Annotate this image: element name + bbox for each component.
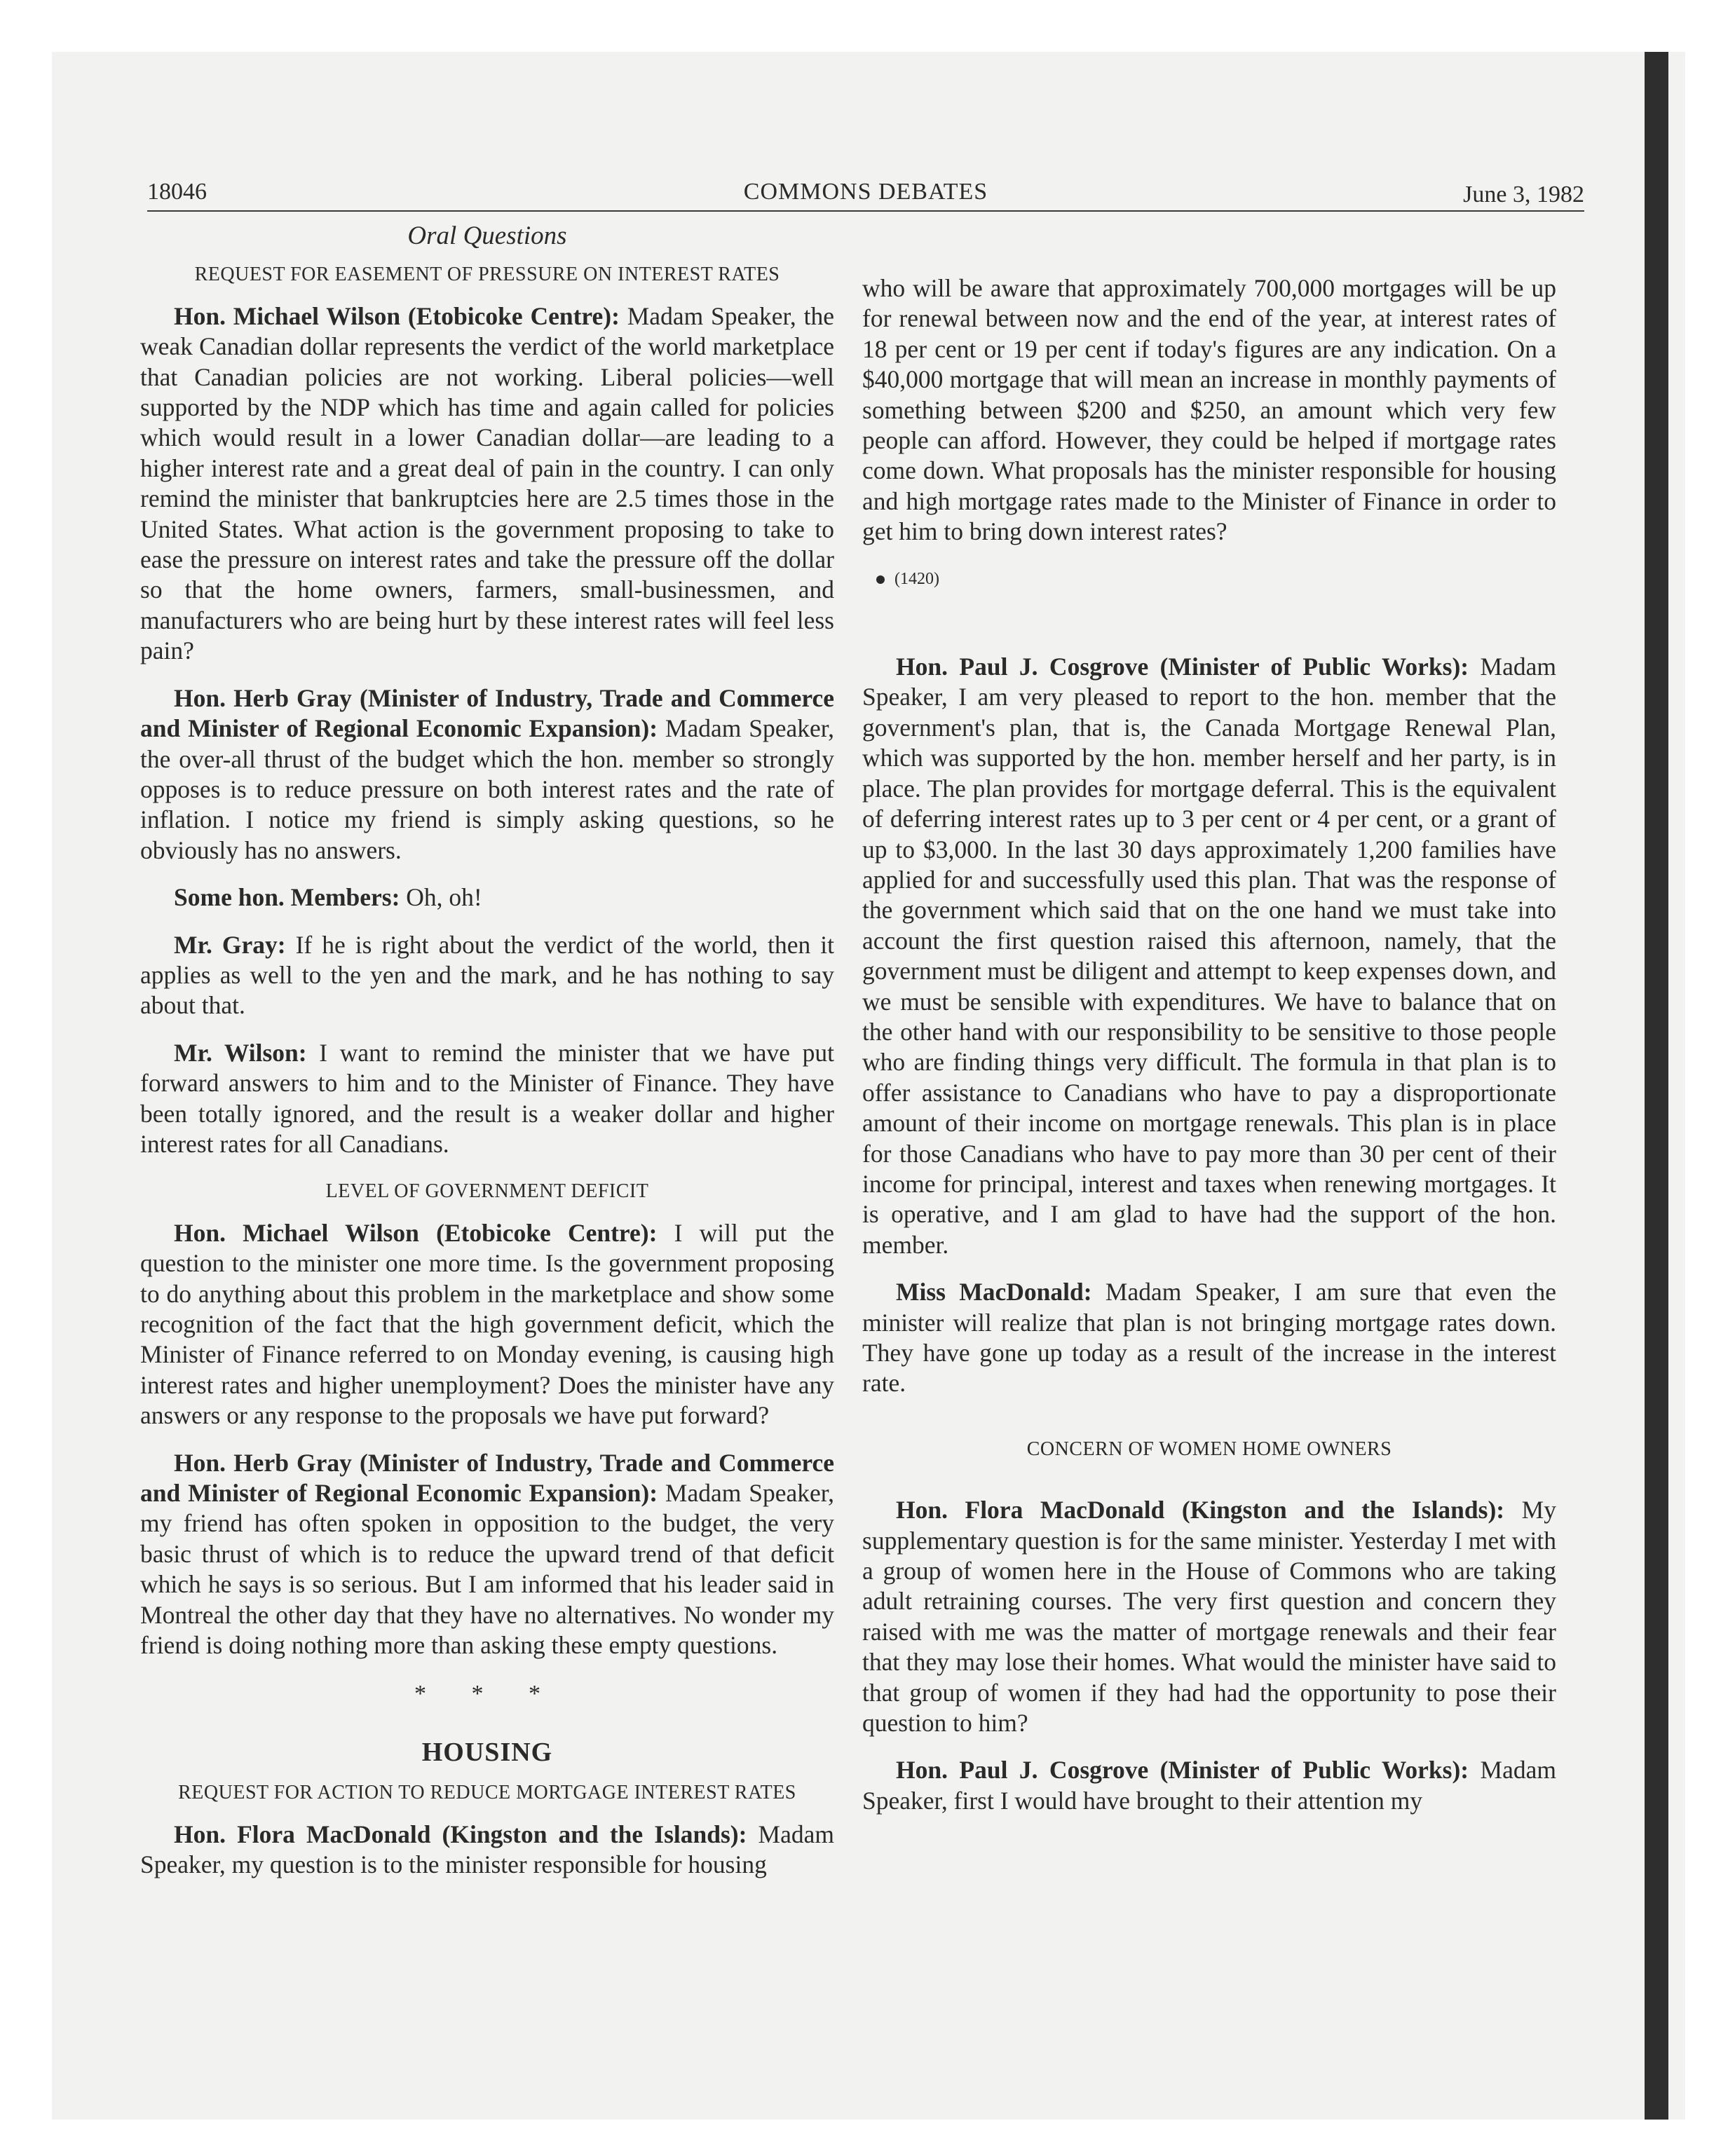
speech-text: Madam Speaker, the over-all thrust of the budget which the hon. member so strongly opposes is to reduce pressure on both interest rates and the rate of inflation. I notice my friend is simply asking questions, so he obviously has no answers. xyxy=(140,714,834,864)
speech-text: who will be aware that approximately 700,000 mortgages will be up for renewal between now and the end of the year, at interest rates of 18 per cent or 19 per cent if today's figures are any indication. On a $40,000 mortgage that will mean an increase in monthly payments of something between $200 and $250, an amount which very few people can afford. However, they could be helped if mortgage rates come down. What proposals has the minister responsible for housing and high mortgage rates made to the Minister of Finance in order to get him to bring down interest rates? xyxy=(862,274,1556,546)
speaker-name: Hon. Flora MacDonald (Kingston and the Islands): xyxy=(174,1820,747,1848)
paragraph xyxy=(140,1820,834,1881)
subheading-government-deficit: LEVEL OF GOVERNMENT DEFICIT xyxy=(325,1180,649,1203)
section-heading-housing: HOUSING xyxy=(421,1737,553,1767)
paragraph xyxy=(140,882,834,913)
paragraph xyxy=(140,1038,834,1160)
speech-text: My supplementary question is for the same minister. Yesterday I met with a group of women here in the House of Commons who are taking adult retraining courses. The very first question and concern they raised with me was the matter of mortgage renewals and their fear that they may lose their homes. What would the minister have said to that group of women if they had had the opportunity to pose their question to him? xyxy=(862,1496,1556,1738)
speaker-name: Mr. Gray: xyxy=(174,930,286,959)
paragraph xyxy=(862,1755,1556,1816)
paragraph xyxy=(862,1495,1556,1738)
header-rule xyxy=(147,210,1584,212)
paragraph xyxy=(862,652,1556,1260)
subheading-mortgage-rates: REQUEST FOR ACTION TO REDUCE MORTGAGE INTEREST RATES xyxy=(178,1782,796,1804)
speech-text: If he is right about the verdict of the world, then it applies as well to the yen and the mark, and he has nothing to say about that. xyxy=(140,930,834,1020)
speech-text: Madam Speaker, my question is to the minister responsible for housing xyxy=(140,1820,834,1879)
right-column xyxy=(862,273,1556,1833)
paragraph xyxy=(862,273,1556,547)
time-stamp: (1420) xyxy=(894,569,939,588)
speaker-name: Hon. Michael Wilson (Etobicoke Centre): xyxy=(174,1218,658,1247)
speech-text: I want to remind the minister that we have put forward answers to him and to the Minister of Finance. They have been totally ignored, and the result is a weaker dollar and higher interest rates for all Canadians. xyxy=(140,1038,835,1158)
page-header xyxy=(147,179,1584,210)
paragraph xyxy=(140,1218,834,1431)
speech-text: Madam Speaker, I am very pleased to report to the hon. member that the government's plan, that is, the Canada Mortgage Renewal Plan, which was supported by the hon. member herself and her party, is in place. The plan provides for mortgage deferral. This is the equivalent of deferring interest rates up to 3 per cent or 4 per cent, or a grant of up to $3,000. In the last 30 days approximately 1,200 families have applied for and successfully used this plan. That was the response of the government which said that on the one hand we must take into account the first question raised this afternoon, namely, that the government must be diligent and attempt to keep expenses down, and we must be sensible with expenditures. We have to balance that on the other hand with our responsibility to be sensitive to those people who are finding things very difficult. The formula in that plan is to offer assistance to Canadians who have to pay a disproportionate amount of their income on mortgage renewals. This plan is in place for those Canadians who have to pay more than 30 per cent of their income for principal, interest and taxes when renewing mortgages. It is operative, and I am glad to have had the support of the hon. member. xyxy=(862,653,1556,1259)
section-separator: * * * xyxy=(414,1681,560,1707)
left-column xyxy=(140,221,834,1897)
speech-text: I will put the question to the minister one more time. Is the government proposing to do anything about this problem in the marketplace and show some recognition of the fact that the high government deficit, which the Minister of Finance referred to on Monday evening, is causing high interest rates and higher unemployment? Does the minister have any answers or any response to the proposals we have put forward? xyxy=(140,1218,834,1430)
scan-edge-bar xyxy=(1645,52,1668,2120)
paragraph xyxy=(140,1448,834,1661)
speaker-name: Mr. Wilson: xyxy=(174,1038,307,1067)
time-marker xyxy=(876,564,1556,594)
publication-title: COMMONS DEBATES xyxy=(743,179,988,205)
speaker-name: Some hon. Members: xyxy=(174,883,400,912)
speech-text: Madam Speaker, the weak Canadian dollar represents the verdict of the world marketplace that Canadian policies are not working. Liberal policies—well supported by the NDP which has time and again called for policies which would result in a lower Canadian dollar—are leading to a higher interest rate and a great deal of pain in the country. I can only remind the minister that bankruptcies here are 2.5 times those in the United States. What action is the government proposing to take to ease the pressure on interest rates and take the pressure off the dollar so that the home owners, farmers, small-businessmen, and manufacturers who are being hurt by these interest rates will feel less pain? xyxy=(140,301,834,665)
subheading-interest-easement: REQUEST FOR EASEMENT OF PRESSURE ON INTEREST RATES xyxy=(194,264,780,286)
paragraph xyxy=(862,1277,1556,1399)
speech-text: Madam Speaker, my friend has often spoken in opposition to the budget, the very basic thrust of which is to reduce the upward trend of that deficit which he says is so serious. But I am informed that his leader said in Montreal the other day that they have no alternatives. No wonder my friend is doing nothing more than asking these empty questions. xyxy=(140,1479,834,1660)
subheading-women-home-owners: CONCERN OF WOMEN HOME OWNERS xyxy=(1026,1438,1392,1460)
page-date: June 3, 1982 xyxy=(1463,182,1584,207)
bullet-icon xyxy=(876,575,885,584)
section-rubric: Oral Questions xyxy=(407,221,567,250)
paragraph xyxy=(140,930,834,1021)
speaker-name: Hon. Flora MacDonald (Kingston and the Islands): xyxy=(896,1496,1505,1524)
speech-text: Madam Speaker, first I would have brought to their attention my xyxy=(862,1756,1556,1815)
speaker-name: Hon. Michael Wilson (Etobicoke Centre): xyxy=(174,301,620,330)
speech-text: Oh, oh! xyxy=(400,883,482,912)
speaker-name: Miss MacDonald: xyxy=(896,1278,1092,1306)
speech-text: Madam Speaker, I am sure that even the minister will realize that plan is not bringing mortgage rates down. They have gone up today as a result of the increase in the interest rate. xyxy=(862,1278,1556,1398)
speaker-name: Hon. Herb Gray (Minister of Industry, Trade and Commerce and Minister of Regional Economic Expansion): xyxy=(140,683,834,743)
paragraph xyxy=(140,683,834,866)
speaker-name: Hon. Paul J. Cosgrove (Minister of Public Works): xyxy=(896,1756,1469,1785)
speaker-name: Hon. Herb Gray (Minister of Industry, Trade and Commerce and Minister of Regional Economic Expansion): xyxy=(140,1448,834,1508)
speaker-name: Hon. Paul J. Cosgrove (Minister of Public Works): xyxy=(896,653,1469,681)
paragraph xyxy=(140,301,834,667)
page-number: 18046 xyxy=(147,179,207,205)
